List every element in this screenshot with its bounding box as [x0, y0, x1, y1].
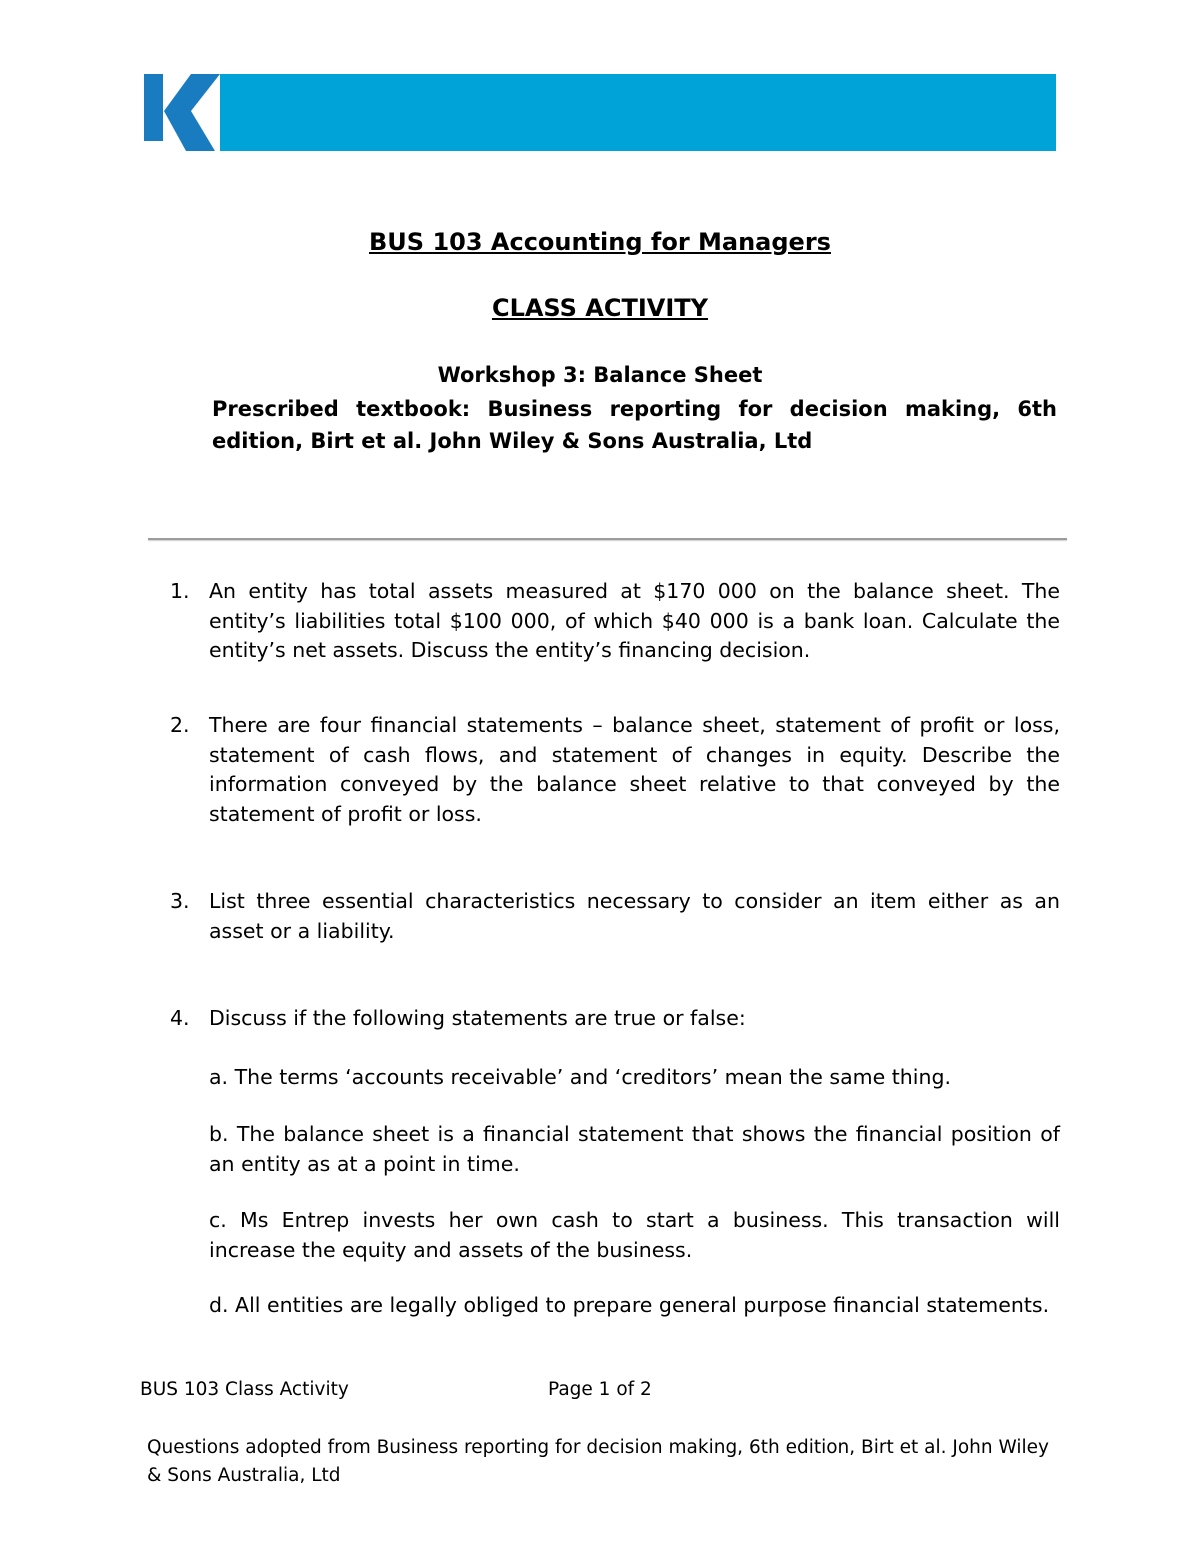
statement-a: a. The terms ‘accounts receivable’ and ‘creditors’ mean the same thing. [209, 1065, 952, 1089]
footer-note: Questions adopted from Business reporting for decision making, 6th edition, Birt et al. John Wiley & Sons Australia, Ltd [147, 1437, 1049, 1486]
prescribed-textbook: Prescribed textbook: Business reporting for decision making, 6th edition, Birt et al. John Wiley & Sons Australia, Ltd [212, 397, 1057, 453]
course-title: BUS 103 Accounting for Managers [369, 228, 831, 256]
question-text: List three essential characteristics necessary to consider an item either as an asset or a liability. [209, 889, 1060, 943]
question-number: 1. [170, 579, 190, 603]
question-number: 2. [170, 713, 190, 737]
statement-b: b. The balance sheet is a financial statement that shows the financial position of an entity as at a point in time. [209, 1122, 1060, 1176]
statement-d: d. All entities are legally obliged to prepare general purpose financial statements. [209, 1293, 1050, 1317]
question-1 [170, 577, 1060, 666]
workshop-title: Workshop 3: Balance Sheet [437, 363, 763, 387]
question-3 [170, 887, 1060, 946]
activity-title: CLASS ACTIVITY [491, 294, 709, 322]
footer-course: BUS 103 Class Activity [140, 1379, 349, 1400]
question-text: Discuss if the following statements are true or false: [209, 1006, 746, 1030]
banner-bar [220, 74, 1056, 151]
question-4 [170, 1004, 1060, 1034]
k-logo [144, 74, 220, 151]
page-number: Page 1 of 2 [548, 1379, 652, 1400]
question-number: 4. [170, 1006, 190, 1030]
question-2 [170, 711, 1060, 829]
statement-c: c. Ms Entrep invests her own cash to start a business. This transaction will increase the equity and assets of the business. [209, 1208, 1060, 1262]
question-number: 3. [170, 889, 190, 913]
question-text: There are four financial statements – balance sheet, statement of profit or loss, statement of cash flows, and statement of changes in equity. Describe the information conveyed by the balance sheet relative to that conveyed by the statement of profit or loss. [209, 713, 1060, 826]
section-divider [148, 538, 1067, 540]
header-banner [144, 74, 1056, 151]
question-text: An entity has total assets measured at $170 000 on the balance sheet. The entity’s liabilities total $100 000, of which $40 000 is a bank loan. Calculate the entity’s net assets. Discuss the entity’s financing decision. [209, 579, 1060, 662]
